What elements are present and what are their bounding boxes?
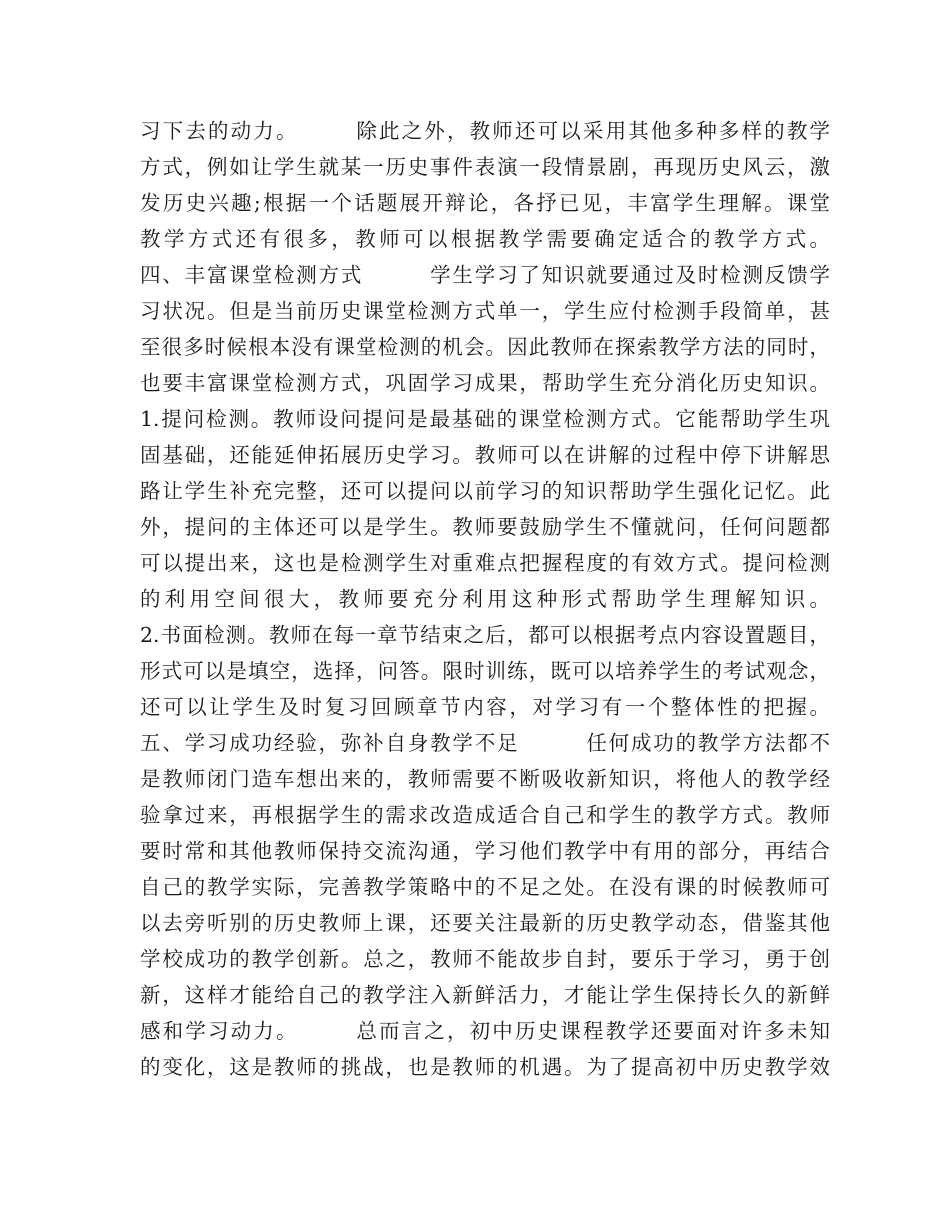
text-line: 形式可以是填空，选择，问答。限时训练，既可以培养学生的考试观念， <box>140 659 830 683</box>
text-line: 的变化，这是教师的挑战，也是教师的机遇。为了提高初中历史教学效 <box>140 1055 830 1079</box>
text-line: 习状况。但是当前历史课堂检测方式单一，学生应付检测手段简单，甚 <box>140 299 830 323</box>
text-line: 至很多时候根本没有课堂检测的机会。因此教师在探索教学方法的同时， <box>140 335 830 359</box>
text-line: 新，这样才能给自己的教学注入新鲜活力，才能让学生保持长久的新鲜 <box>140 983 830 1007</box>
text-line: 的利用空间很大，教师要充分利用这种形式帮助学生理解知识。 <box>140 587 830 611</box>
text-line: 习下去的动力。 除此之外，教师还可以采用其他多种多样的教学 <box>140 119 830 143</box>
text-line: 以去旁听别的历史教师上课，还要关注最新的历史教学动态，借鉴其他 <box>140 911 830 935</box>
text-line: 外，提问的主体还可以是学生。教师要鼓励学生不懂就问，任何问题都 <box>140 515 830 539</box>
text-line: 学校成功的教学创新。总之，教师不能故步自封，要乐于学习，勇于创 <box>140 947 830 971</box>
text-line: 是教师闭门造车想出来的，教师需要不断吸收新知识，将他人的教学经 <box>140 767 830 791</box>
text-line: 五、学习成功经验，弥补自身教学不足 任何成功的教学方法都不 <box>140 731 830 755</box>
text-line: 2.书面检测。教师在每一章节结束之后，都可以根据考点内容设置题目， <box>140 623 830 647</box>
text-line: 发历史兴趣;根据一个话题展开辩论，各抒已见，丰富学生理解。课堂 <box>140 191 830 215</box>
text-line: 验拿过来，再根据学生的需求改造成适合自己和学生的教学方式。教师 <box>140 803 830 827</box>
text-line: 1.提问检测。教师设问提问是最基础的课堂检测方式。它能帮助学生巩 <box>140 407 830 431</box>
text-line: 四、丰富课堂检测方式 学生学习了知识就要通过及时检测反馈学 <box>140 263 830 287</box>
body-text <box>140 113 830 1085</box>
text-line: 教学方式还有很多，教师可以根据教学需要确定适合的教学方式。 <box>140 227 830 251</box>
text-line: 方式，例如让学生就某一历史事件表演一段情景剧，再现历史风云，激 <box>140 155 830 179</box>
text-line: 感和学习动力。 总而言之，初中历史课程教学还要面对许多未知 <box>140 1019 830 1043</box>
text-line: 固基础，还能延伸拓展历史学习。教师可以在讲解的过程中停下讲解思 <box>140 443 830 467</box>
text-line: 自己的教学实际，完善教学策略中的不足之处。在没有课的时候教师可 <box>140 875 830 899</box>
text-line: 路让学生补充完整，还可以提问以前学习的知识帮助学生强化记忆。此 <box>140 479 830 503</box>
text-line: 可以提出来，这也是检测学生对重难点把握程度的有效方式。提问检测 <box>140 551 830 575</box>
text-line: 也要丰富课堂检测方式，巩固学习成果，帮助学生充分消化历史知识。 <box>140 371 830 395</box>
text-line: 还可以让学生及时复习回顾章节内容，对学习有一个整体性的把握。 <box>140 695 830 719</box>
text-line: 要时常和其他教师保持交流沟通，学习他们教学中有用的部分，再结合 <box>140 839 830 863</box>
